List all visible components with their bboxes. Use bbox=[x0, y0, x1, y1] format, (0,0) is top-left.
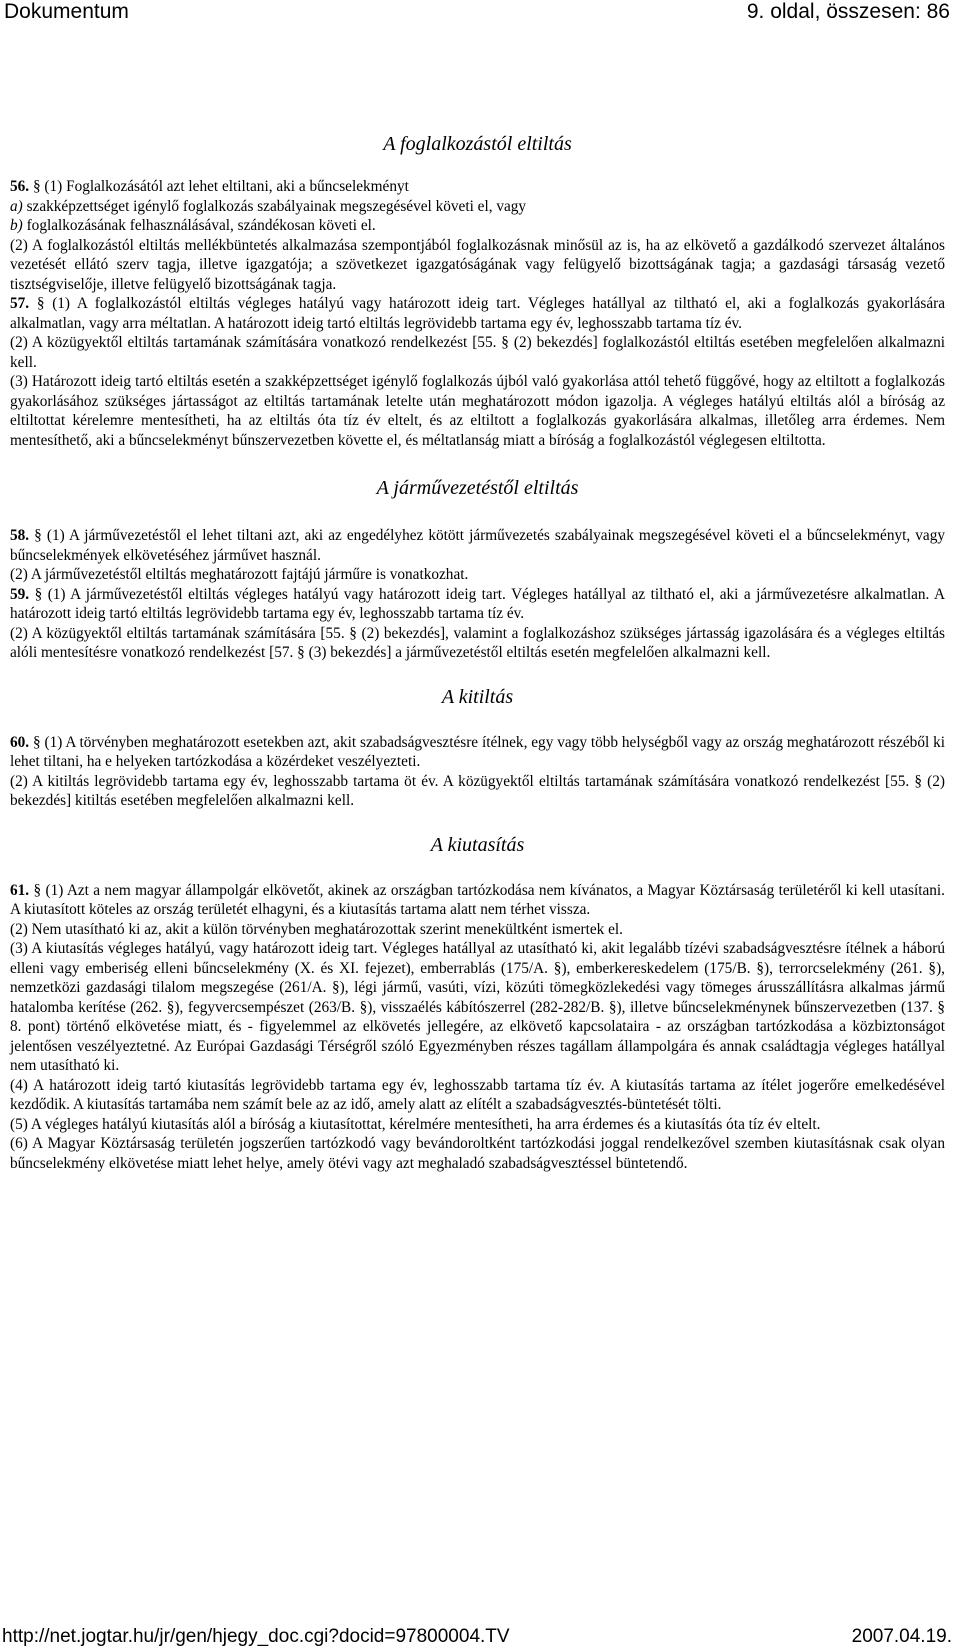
paragraph bbox=[10, 1115, 945, 1135]
paragraph bbox=[10, 733, 945, 772]
page-header bbox=[0, 0, 960, 28]
paragraph-text: szakképzettséget igénylő foglalkozás szabályainak megszegésével követi el, vagy bbox=[22, 197, 527, 215]
paragraph-text: (2) A foglalkozástól eltiltás mellékbüntetés alkalmazása szempontjából foglalkozásnak minősül az is, ha az elkövető a gazdálkodó szervezet általános vezetését ellátó szerv tagja, illetve igazgatója; a szövetkezet igazgatóságának vagy felügyelő bizottságának tagja; a gazdasági társaság vezető tisztségviselője, illetve felügyelő bizottságának tagja. bbox=[10, 236, 945, 293]
paragraph-text: § (1) A járművezetéstől el lehet tiltani azt, aki az engedélyhez kötött járművezetés szabályainak megszegésével követi el a bűncselekményt, vagy bűncselekmények elkövetéséhez járművet használ. bbox=[10, 527, 945, 564]
paragraph bbox=[10, 294, 945, 333]
paragraph bbox=[10, 177, 945, 197]
section-number: 56. bbox=[10, 178, 30, 195]
document-body bbox=[10, 92, 945, 1173]
paragraph-text: (3) Határozott ideig tartó eltiltás esetén a szakképzettséget igénylő foglalkozás újból való gyakorlása attól tehető függővé, hogy az eltiltott a foglalkozás gyakorlásához szükséges jártasságot az eltiltás tartamának letelte után meghatározott módon igazolja. A végleges hatályú eltiltás alól a bíróság az eltiltottat kérelemre mentesítheti, ha az eltiltás óta tíz év eltelt, és az eltiltott a foglalkozás gyakorlására alkalmas, illetőleg arra érdemes. Nem mentesíthető, aki a bűncselekményt bűnszervezetben követte el, és méltatlanság miatt a bíróság a foglalkozástól véglegesen eltiltotta. bbox=[10, 373, 945, 449]
paragraph bbox=[10, 939, 945, 1076]
section-number: 57. bbox=[10, 295, 30, 312]
paragraph-text: (2) A közügyektől eltiltás tartamának számítására [55. § (2) bekezdés], valamint a foglalkozáshoz szükséges jártasság igazolására és a végleges eltiltás alóli mentesítésre vonatkozó rendelkezést [57. § (3) bekezdés] a járművezetéstől eltiltás esetén megfelelően alkalmazni kell. bbox=[10, 624, 945, 661]
paragraph bbox=[10, 920, 945, 940]
paragraph bbox=[10, 624, 945, 663]
section-number: 59. bbox=[10, 585, 30, 603]
paragraph-text: (2) A közügyektől eltiltás tartamának számítására vonatkozó rendelkezést [55. § (2) bekezdés] foglalkozástól eltiltás esetében megfelelően alkalmazni kell. bbox=[10, 334, 945, 371]
section-title: A foglalkozástól eltiltás bbox=[383, 133, 572, 155]
print-date: 2007.04.19. bbox=[851, 1626, 952, 1647]
point-letter: b) bbox=[10, 217, 23, 234]
section-number: 60. bbox=[10, 733, 30, 751]
document-label: Dokumentum bbox=[4, 0, 129, 23]
paragraph bbox=[10, 772, 945, 811]
section-number: 61. bbox=[10, 881, 30, 899]
paragraph bbox=[10, 881, 945, 920]
section-title: A kiutasítás bbox=[430, 833, 525, 856]
paragraph-text: § (1) Azt a nem magyar állampolgár elkövetőt, akinek az országban tartózkodása nem kívánatos, a Magyar Köztársaság területéről ki kell utasítani. A kiutasított köteles az ország területét elhagyni, és a kiutasítás tartama alatt nem térhet vissza. bbox=[10, 881, 945, 918]
section-number: 58. bbox=[10, 527, 30, 544]
paragraph-text: (5) A végleges hatályú kiutasítás alól a bíróság a kiutasítottat, kérelmére mentesítheti, ha arra érdemes és a kiutasítás óta tíz év eltelt. bbox=[10, 1115, 821, 1133]
page-counter: 9. oldal, összesen: 86 bbox=[746, 0, 950, 23]
paragraph bbox=[10, 372, 945, 450]
paragraph bbox=[10, 565, 945, 585]
page-footer bbox=[0, 1626, 960, 1652]
paragraph-text: foglalkozásának felhasználásával, szándékosan követi el. bbox=[22, 217, 376, 234]
paragraph-text: (2) A kitiltás legrövidebb tartama egy év, leghosszabb tartama öt év. A közügyektől eltiltás tartamának számítására vonatkozó rendelkezést [55. § (2) bekezdés] kitiltás esetében megfelelően alkalmazni kell. bbox=[10, 772, 945, 809]
paragraph bbox=[10, 585, 945, 624]
paragraph-text: (2) A járművezetéstől eltiltás meghatározott fajtájú járműre is vonatkozhat. bbox=[10, 566, 469, 583]
paragraph bbox=[10, 216, 945, 236]
paragraph bbox=[10, 1076, 945, 1115]
paragraph-text: § (1) Foglalkozásától azt lehet eltiltani, aki a bűncselekményt bbox=[29, 178, 409, 195]
section-title: A kitiltás bbox=[441, 685, 514, 708]
paragraph-text: (2) Nem utasítható ki az, akit a külön törvényben meghatározottak szerint menekültként ismertek el. bbox=[10, 920, 623, 938]
paragraph-text: § (1) A foglalkozástól eltiltás végleges hatályú vagy határozott ideig tart. Végleges hatállyal az tiltható el, aki a foglalkozás gyakorlására alkalmatlan, vagy arra méltatlan. A határozott ideig tartó eltiltás legrövidebb tartama egy év, leghosszabb tartama tíz év. bbox=[10, 295, 945, 332]
point-letter: a) bbox=[10, 197, 23, 215]
section-title: A járművezetéstől eltiltás bbox=[376, 477, 579, 499]
paragraph bbox=[10, 526, 945, 565]
source-url: http://net.jogtar.hu/jr/gen/hjegy_doc.cgi?docid=97800004.TV bbox=[2, 1626, 510, 1647]
paragraph-text: § (1) A törvényben meghatározott esetekben azt, akit szabadságvesztésre ítélnek, egy vagy több helységből vagy az ország meghatározott részéből ki lehet tiltani, ha e helyeken tartózkodása a közérdeket veszélyezteti. bbox=[10, 733, 945, 770]
paragraph bbox=[10, 197, 945, 217]
paragraph-text: (4) A határozott ideig tartó kiutasítás legrövidebb tartama egy év, leghosszabb tartama tíz év. A kiutasítás tartama az ítélet jogerőre emelkedésével kezdődik. A kiutasítás tartamába nem számít bele az az idő, amely alatt az elítélt a szabadságvesztés-büntetését tölti. bbox=[10, 1076, 945, 1113]
paragraph-text: § (1) A járművezetéstől eltiltás végleges hatályú vagy határozott ideig tart. Végleges hatállyal az tiltható el, aki a járművezetésre alkalmatlan. A határozott ideig tartó eltiltás legrövidebb tartama egy év, leghosszabb tartama tíz év. bbox=[10, 585, 945, 622]
paragraph-text: (6) A Magyar Köztársaság területén jogszerűen tartózkodó vagy bevándoroltként tartózkodási joggal rendelkezővel szemben kiutasításnak csak olyan bűncselekmény elkövetése miatt lehet helye, amely ötévi vagy azt meghaladó szabadságvesztéssel büntetendő. bbox=[10, 1135, 945, 1172]
paragraph-text: (3) A kiutasítás végleges hatályú, vagy határozott ideig tart. Végleges hatállyal az utasítható ki, akit legalább tízévi szabadságvesztésre ítélnek a háború elleni vagy emberiség elleni bűncselekmény (X. és XI. fejezet), emberrablás (175/A. §), emberkereskedelem (175/B. §), terrorcselekmény (261. §), nemzetközi gazdasági tilalom megszegése (261/A. §), légi jármű, vasúti, vízi, közúti tömegközlekedési vagy tömeges árusszállításra alkalmas jármű hatalomba kerítése (262. §), fegyvercsempészet (263/B. §), visszaélés kábítószerrel (282-282/B. §), illetve bűncselekménynek bűnszervezetben (137. § 8. pont) történő elkövetése miatt, és - figyelemmel az elkövetés jellegére, az elkövető kapcsolataira - az országban tartózkodása a közbiztonságot jelentősen veszélyeztetné. Az Európai Gazdasági Térségről szóló Egyezményben részes tagállam állampolgára és annak családtagja végleges hatállyal nem utasítható ki. bbox=[10, 940, 945, 1074]
paragraph bbox=[10, 1134, 945, 1173]
paragraph bbox=[10, 333, 945, 372]
paragraph bbox=[10, 236, 945, 295]
